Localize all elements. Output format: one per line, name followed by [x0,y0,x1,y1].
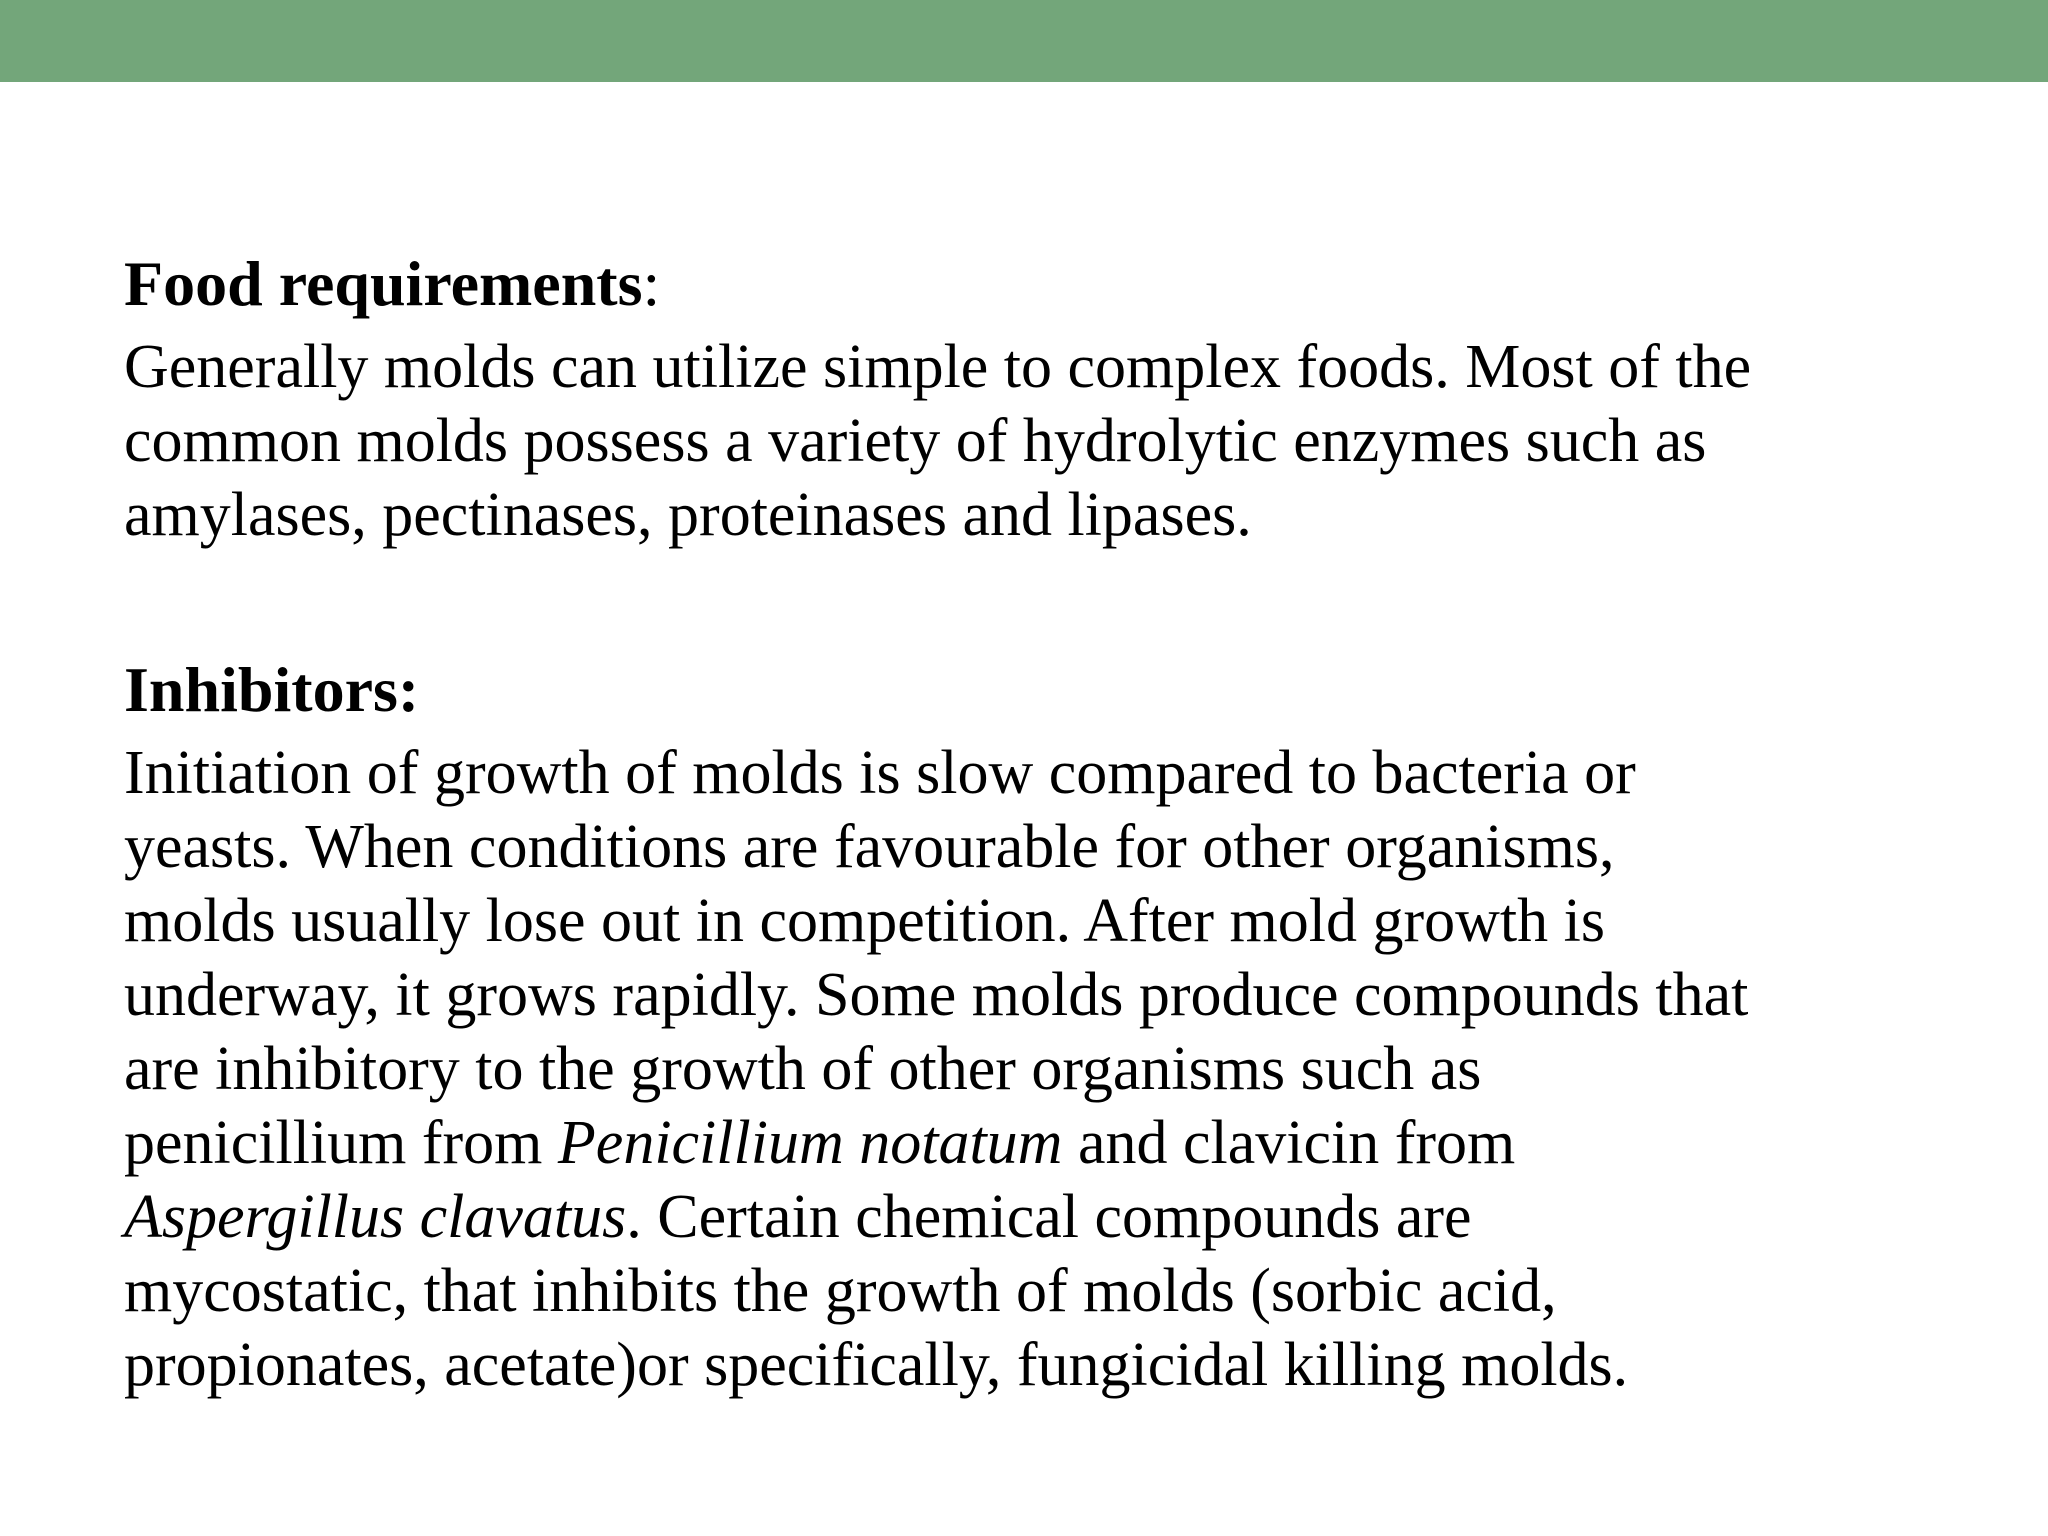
inhibitors-line-6a: penicillium from [124,1109,558,1177]
inhibitors-heading: Inhibitors: [124,654,420,725]
inhibitors-line-2: yeasts. When conditions are favourable for other organisms, [124,813,1615,881]
food-requirements-heading [124,242,1964,326]
inhibitors-line-3: molds usually lose out in competition. After mold growth is [124,887,1606,955]
food-requirements-heading-colon: : [642,248,661,319]
food-requirements-heading-text: Food requirements [124,248,643,319]
food-line-2: common molds possess a variety of hydrolytic enzymes such as [124,407,1707,475]
food-line-3: amylases, pectinases, proteinases and lipases. [124,481,1252,549]
inhibitors-line-8: mycostatic, that inhibits the growth of molds (sorbic acid, [124,1257,1557,1325]
food-requirements-paragraph [124,330,1964,552]
inhibitors-line-9: propionates, acetate)or specifically, fungicidal killing molds. [124,1331,1629,1399]
inhibitors-paragraph [124,736,1964,1402]
inhibitors-line-4: underway, it grows rapidly. Some molds produce compounds that [124,961,1749,1029]
species-name-aspergillus: Aspergillus clavatus [124,1183,627,1251]
top-accent-bar [0,0,2048,82]
section-spacer [124,552,1964,648]
inhibitors-line-1: Initiation of growth of molds is slow compared to bacteria or [124,739,1636,807]
slide-content [124,242,1964,1402]
inhibitors-line-5: are inhibitory to the growth of other organisms such as [124,1035,1482,1103]
food-line-1: Generally molds can utilize simple to complex foods. Most of the [124,333,1752,401]
inhibitors-line-6b: and clavicin from [1062,1109,1516,1177]
inhibitors-line-7b: . Certain chemical compounds are [626,1183,1472,1251]
species-name-penicillium: Penicillium notatum [557,1109,1063,1177]
